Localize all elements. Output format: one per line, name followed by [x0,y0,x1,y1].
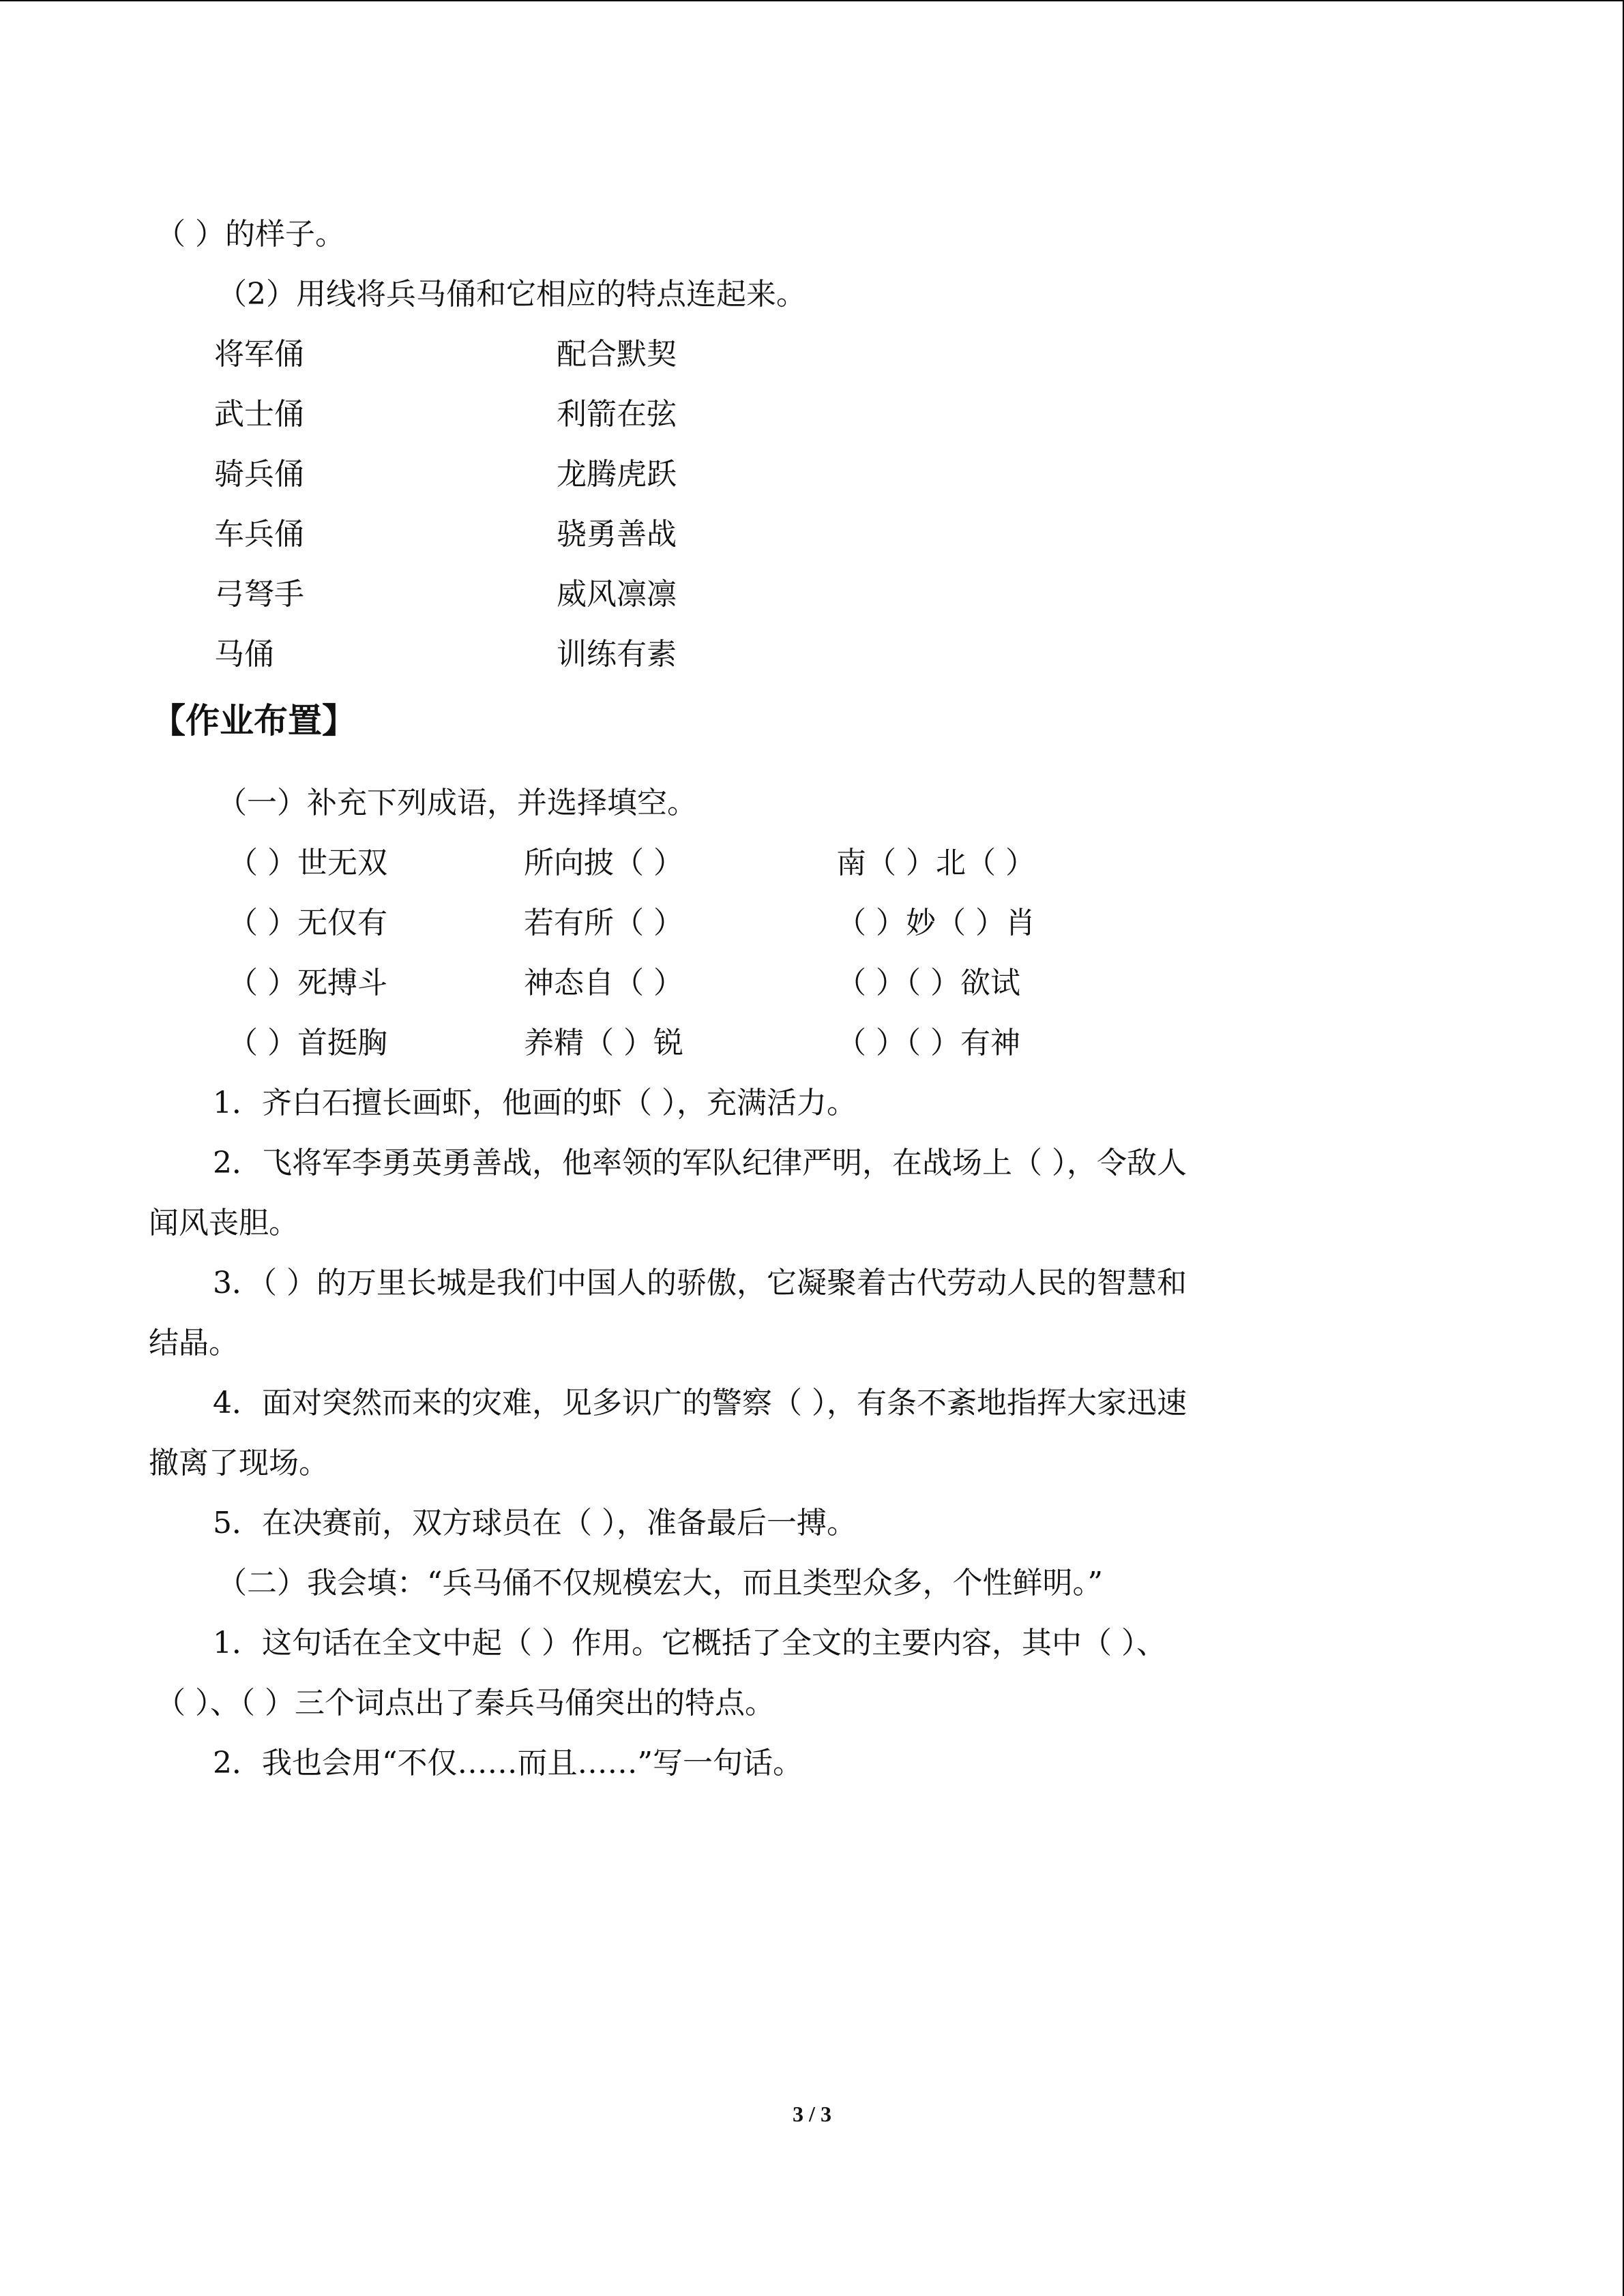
match-left-item: 弓弩手 [214,577,304,612]
idiom-item: 养精（ ）锐 [524,1026,683,1060]
part2-q2: 2．我也会用“不仅……而且……”写一句话。 [213,1746,803,1780]
match-left-item: 将军俑 [214,337,304,372]
sentence-1: 1．齐白石擅长画虾，他画的虾（ ），充满活力。 [213,1086,857,1120]
match-left-item: 骑兵俑 [214,457,304,492]
match-right-item: 威风凛凛 [557,577,677,612]
part2-q1: 1．这句话在全文中起（ ）作用。它概括了全文的主要内容，其中（ ）、 [213,1626,1166,1660]
idiom-item: （ ）世无双 [228,846,387,880]
sentence-4-cont: 撤离了现场。 [149,1446,329,1480]
idiom-item: （ ）（ ）欲试 [836,966,1020,1000]
match-left-item: 武士俑 [214,397,304,432]
sentence-4: 4．面对突然而来的灾难，见多识广的警察（ ），有条不紊地指挥大家迅速 [213,1386,1187,1420]
idiom-item: （ ）无仅有 [228,906,387,940]
match-right-item: 训练有素 [557,637,677,672]
part2-title: （二）我会填：“兵马俑不仅规模宏大，而且类型众多，个性鲜明。” [217,1566,1103,1600]
match-right-item: 配合默契 [557,337,677,372]
match-left-item: 车兵俑 [214,517,304,552]
sentence-2: 2．飞将军李勇英勇善战，他率领的军队纪律严明，在战场上（ ），令敌人 [213,1146,1187,1180]
match-left-item: 马俑 [214,637,274,672]
idiom-col-1 [228,843,387,1083]
page-number: 3 / 3 [793,2102,831,2126]
idiom-col-2 [524,843,683,1083]
idiom-item: （ ）妙（ ）肖 [836,906,1035,940]
match-right-item: 龙腾虎跃 [557,457,677,492]
idiom-item: （ ）首挺胸 [228,1026,387,1060]
part2-q1-cont: （ ）、（ ）三个词点出了秦兵马俑突出的特点。 [156,1686,775,1720]
match-right-item: 利箭在弦 [557,397,677,432]
match-right-item: 骁勇善战 [557,517,677,552]
idiom-item: 所向披（ ） [524,846,683,880]
idiom-item: （ ）死搏斗 [228,966,387,1000]
idiom-item: （ ）（ ）有神 [836,1026,1020,1060]
answer-line-top: （ ）的样子。 [156,217,345,252]
idiom-item: 若有所（ ） [524,906,683,940]
idiom-item: 南（ ）北（ ） [836,846,1035,880]
sentence-2-cont: 闻风丧胆。 [149,1206,299,1240]
idiom-item: 神态自（ ） [524,966,683,1000]
match-left-column [214,334,304,694]
question-2: （2）用线将兵马俑和它相应的特点连起来。 [217,277,806,312]
sentence-3: 3．（ ）的万里长城是我们中国人的骄傲，它凝聚着古代劳动人民的智慧和 [213,1266,1187,1300]
idiom-col-3 [836,843,1035,1083]
part1-title: （一）补充下列成语，并选择填空。 [217,786,697,820]
sentence-3-cont: 结晶。 [149,1326,239,1360]
sentence-5: 5．在决赛前，双方球员在（ ），准备最后一搏。 [213,1506,857,1540]
match-right-column [557,334,677,694]
section-heading: 【作业布置】 [151,701,356,741]
